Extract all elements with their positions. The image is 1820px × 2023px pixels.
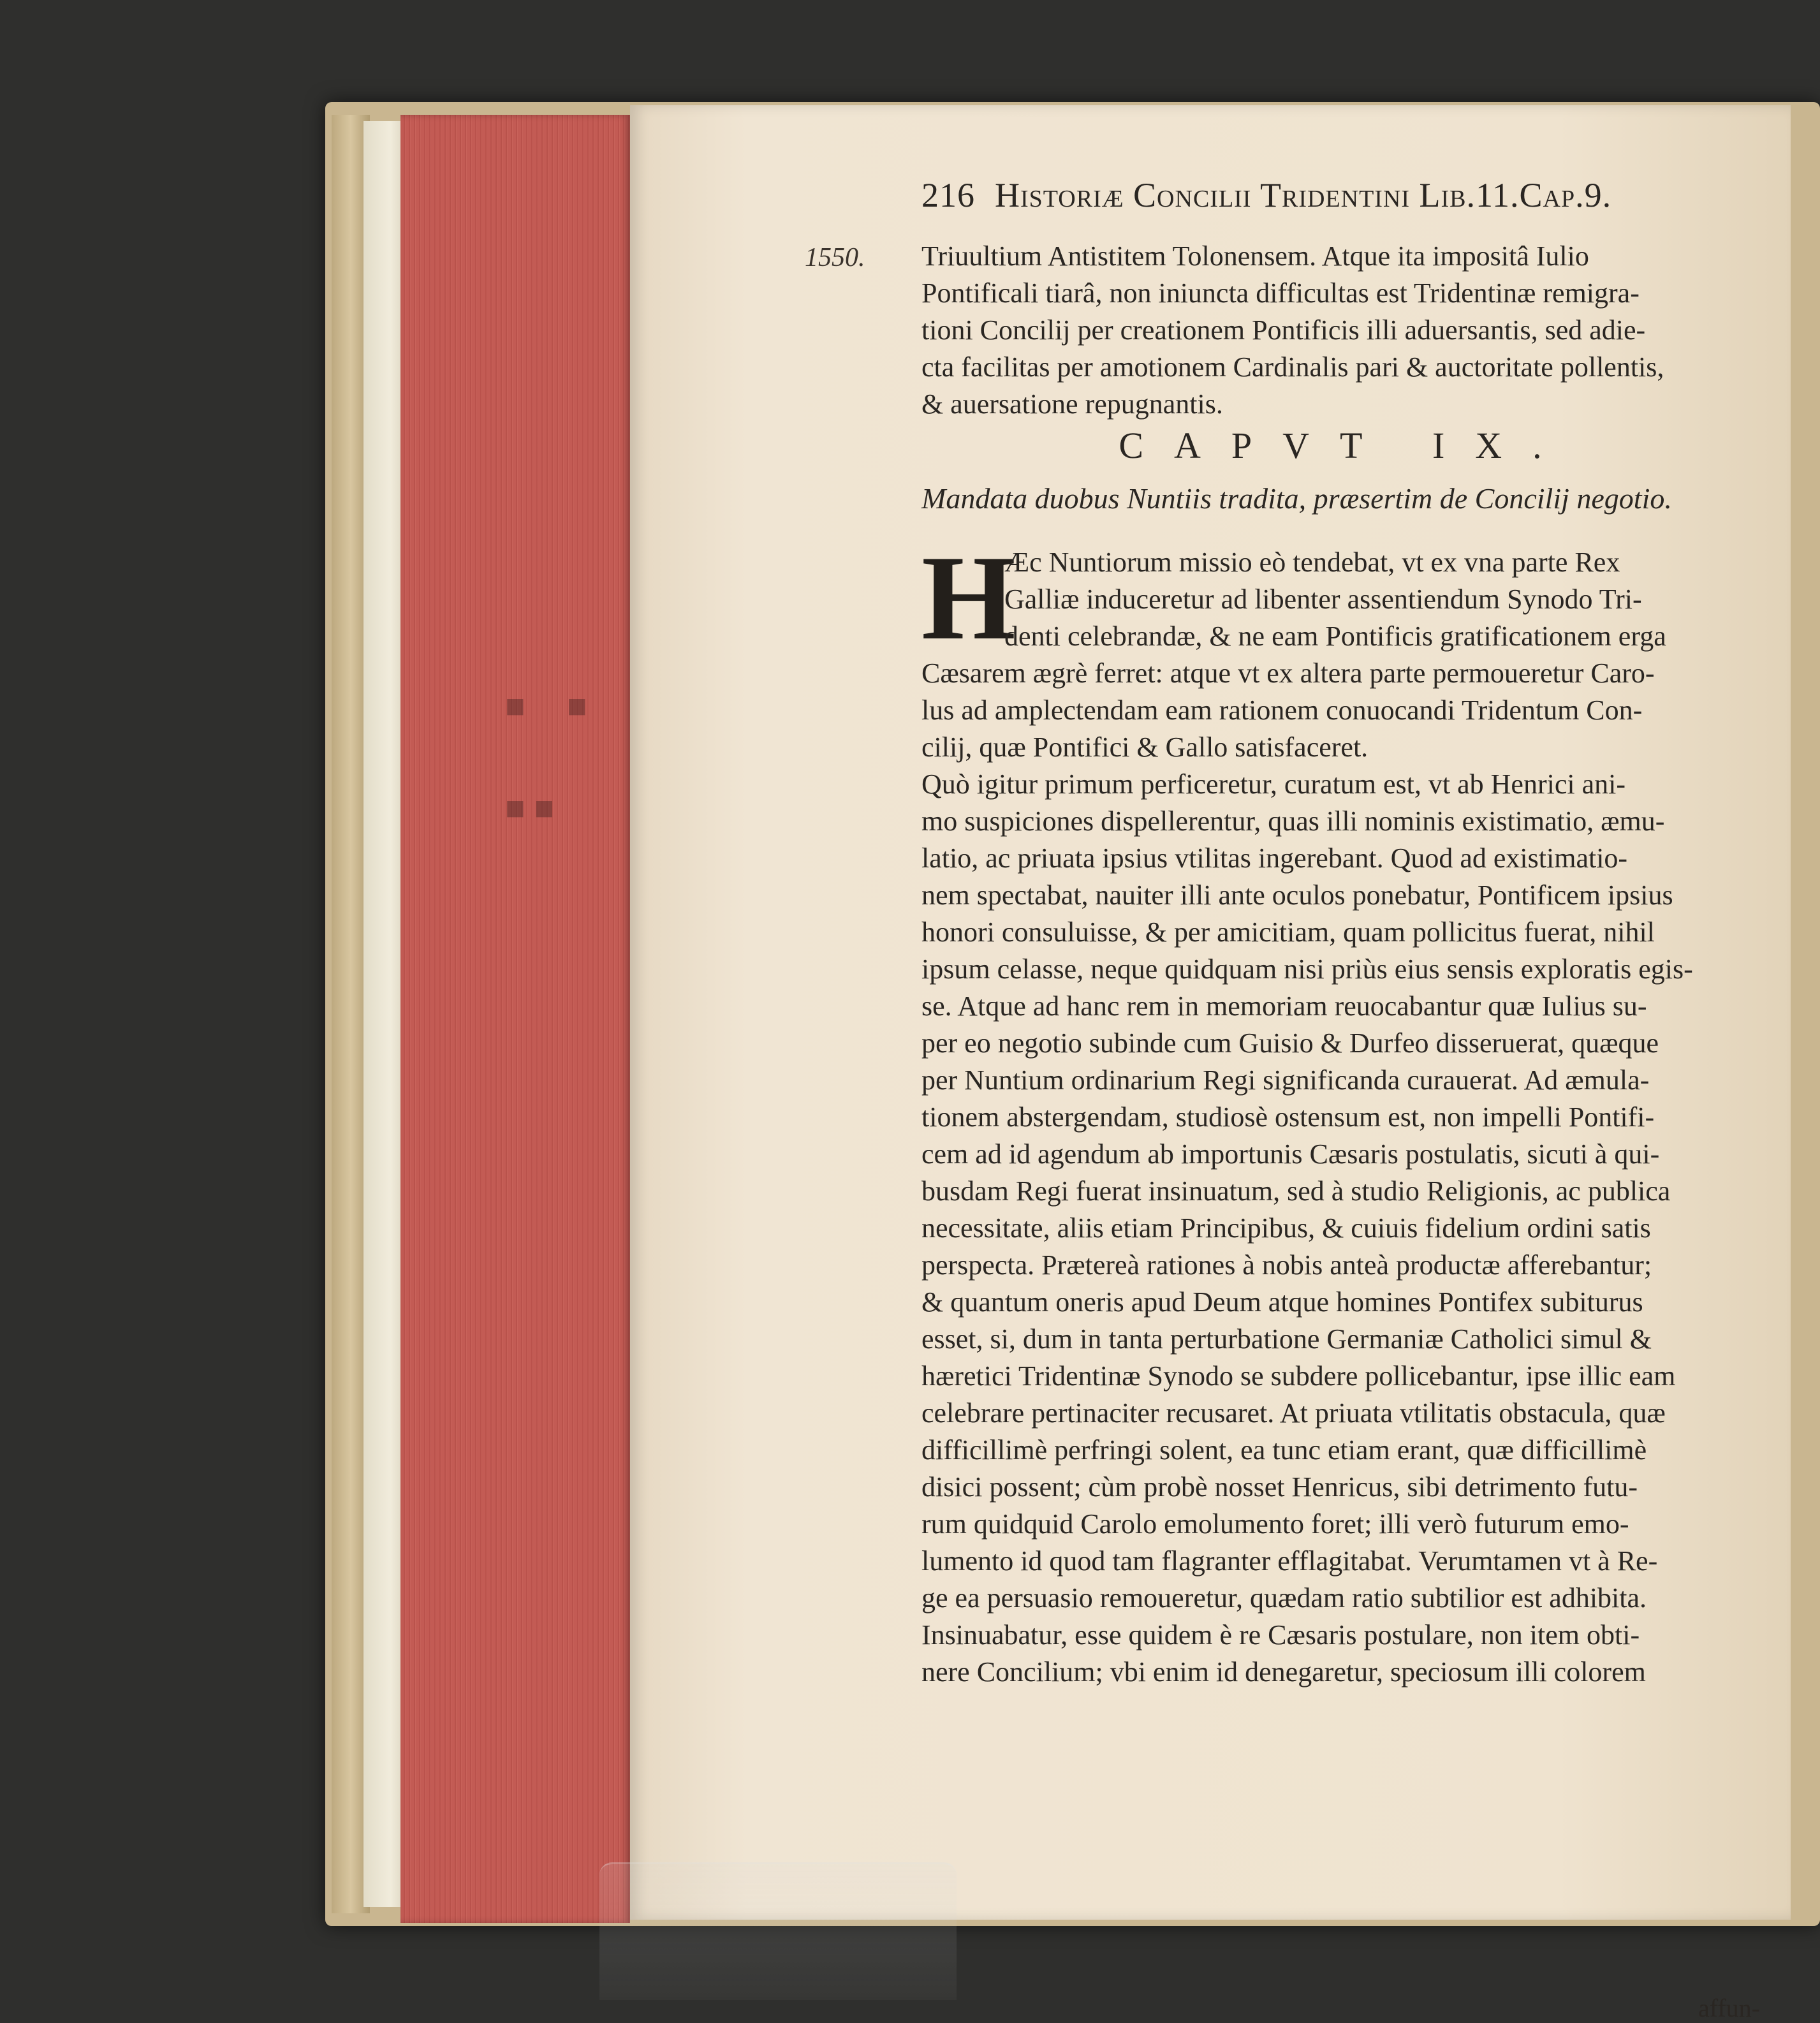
running-head	[921, 175, 1770, 226]
text-line: perspecta. Prætereà rationes à nobis anteà productæ afferebantur;	[921, 1249, 1652, 1281]
text-line: Triuultium Antistitem Tolonensem. Atque ita impositâ Iulio	[921, 240, 1589, 272]
text-line: latio, ac priuata ipsius vtilitas ingerebant. Quod ad existimatio-	[921, 842, 1628, 874]
text-line: Cæsarem ægrè ferret: atque vt ex altera parte permoueretur Caro-	[921, 658, 1655, 689]
text-line: tioni Concilij per creationem Pontificis illi aduersantis, sed adie-	[921, 314, 1646, 346]
text-line: hæretici Tridentinæ Synodo se subdere pollicebantur, ipse illic eam	[921, 1360, 1676, 1392]
text-line: se. Atque ad hanc rem in memoriam reuocabantur quæ Iulius su-	[921, 990, 1647, 1022]
book-stand	[599, 1862, 957, 2000]
text-line: cta facilitas per amotionem Cardinalis pari & auctoritate pollentis,	[921, 351, 1664, 383]
text-line: nem spectabat, nauiter illi ante oculos ponebatur, Pontificem ipsius	[921, 879, 1673, 911]
text-line: Pontificali tiarâ, non iniuncta difficultas est Tridentinæ remigra-	[921, 277, 1640, 309]
page-number: 216	[921, 176, 975, 214]
text-line: per eo negotio subinde cum Guisio & Durfeo disseruerat, quæque	[921, 1027, 1659, 1059]
text-line: esset, si, dum in tanta perturbatione Germaniæ Catholici simul &	[921, 1323, 1652, 1355]
text-line: nere Concilium; vbi enim id denegaretur, speciosum illi colorem	[921, 1656, 1646, 1688]
edge-marks: ⬝ ⬝ ⬝⬝	[504, 653, 595, 852]
drop-cap: H	[921, 531, 1016, 665]
margin-year: 1550.	[805, 243, 865, 272]
chapter-heading: CAPVT IX.	[1119, 425, 1573, 466]
red-page-edges	[400, 115, 630, 1923]
chapter-summary: Mandata duobus Nuntiis tradita, præsertim de Concilij negotio.	[921, 482, 1672, 515]
text-line: per Nuntium ordinarium Regi significanda curauerat. Ad æmula-	[921, 1064, 1650, 1096]
text-line: mo suspiciones dispellerentur, quas illi nominis existimatio, æmu-	[921, 806, 1665, 837]
text-line: ipsum celasse, neque quidquam nisi priùs eius sensis exploratis egis-	[921, 953, 1693, 985]
body-text	[921, 655, 1770, 1691]
text-line: difficillimè perfringi solent, ea tunc etiam erant, quæ difficillimè	[921, 1434, 1647, 1466]
text-line: lumento id quod tam flagranter efflagitabat. Verumtamen vt à Re-	[921, 1545, 1658, 1577]
first-paragraph	[1004, 544, 1770, 655]
text-line: cem ad id agendum ab importunis Cæsaris postulatis, sicuti à qui-	[921, 1138, 1660, 1170]
text-line: celebrare pertinaciter recusaret. At priuata vtilitatis obstacula, quæ	[921, 1397, 1666, 1429]
text-line: lus ad amplectendam eam rationem conuocandi Tridentum Con-	[921, 695, 1643, 726]
intro-text	[921, 238, 1770, 423]
text-line: tionem abstergendam, studiosè ostensum est, non impelli Pontifi-	[921, 1101, 1655, 1133]
text-line: ge ea persuasio remoueretur, quædam ratio subtilior est adhibita.	[921, 1582, 1647, 1614]
text-line: cilij, quæ Pontifici & Gallo satisfaceret.	[921, 732, 1369, 763]
text-line: disici possent; cùm probè nosset Henricus, sibi detrimento futu-	[921, 1471, 1638, 1503]
text-line: & quantum oneris apud Deum atque homines Pontifex subiturus	[921, 1286, 1643, 1318]
text-line: Insinuabatur, esse quidem è re Cæsaris postulare, non item obti-	[921, 1619, 1640, 1651]
text-line: Quò igitur primum perficeretur, curatum est, vt ab Henrici ani-	[921, 769, 1626, 800]
running-title: Historiæ Concilii Tridentini Lib.11.Cap.9.	[995, 176, 1612, 214]
text-line: necessitate, aliis etiam Principibus, & cuiuis fidelium ordini satis	[921, 1212, 1651, 1244]
text-line: Æc Nuntiorum missio eò tendebat, vt ex vna parte Rex	[1004, 547, 1620, 578]
text-line: denti celebrandæ, & ne eam Pontificis gratificationem erga	[1004, 621, 1666, 652]
text-line: & auersatione repugnantis.	[921, 388, 1223, 420]
catchword: affun-	[1698, 1994, 1760, 2022]
text-line: Galliæ induceretur ad libenter assentiendum Synodo Tri-	[1004, 584, 1642, 615]
text-line: rum quidquid Carolo emolumento foret; illi verò futurum emo-	[921, 1508, 1629, 1540]
text-line: busdam Regi fuerat insinuatum, sed à studio Religionis, ac publica	[921, 1175, 1671, 1207]
text-line: honori consuluisse, & per amicitiam, quam pollicitus fuerat, nihil	[921, 916, 1655, 948]
